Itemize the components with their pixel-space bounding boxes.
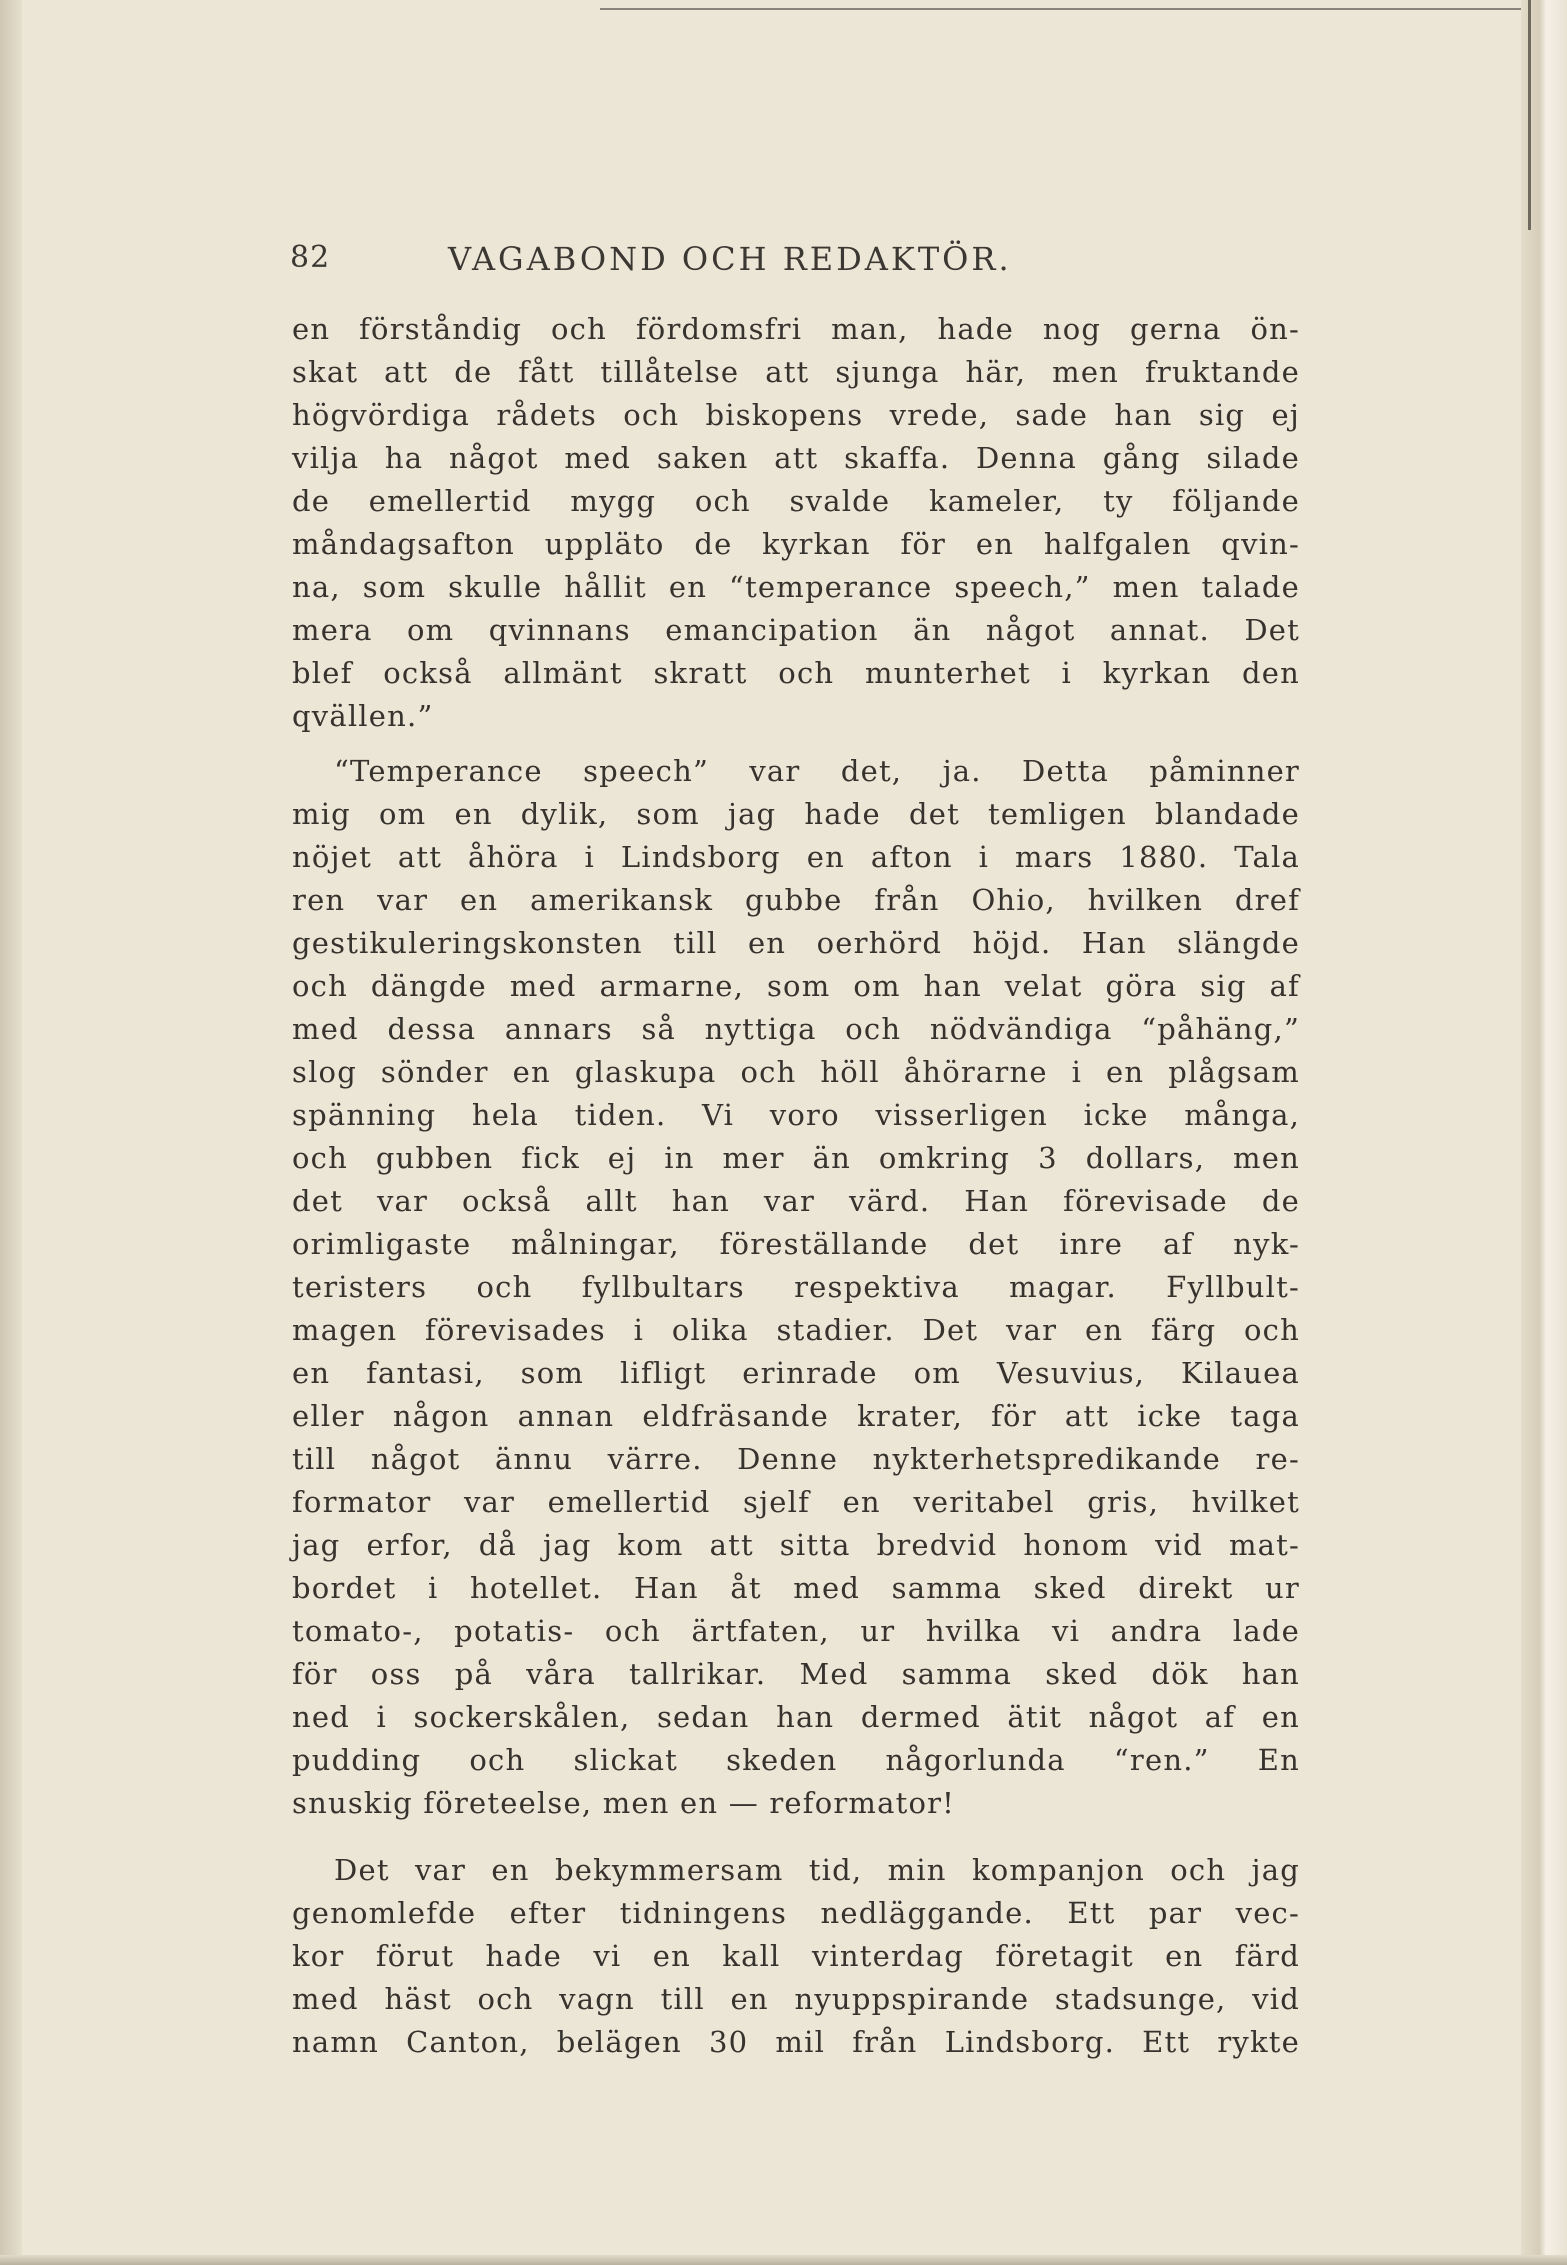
text-line: mig om en dylik, som jag hade det temligen blandade xyxy=(292,797,1300,831)
text-line: ned i sockerskålen, sedan han dermed ätit något af en xyxy=(292,1700,1300,1734)
page-bottom-edge xyxy=(0,2255,1567,2265)
text-line: teristers och fyllbultars respektiva magar. Fyllbult- xyxy=(292,1270,1300,1304)
paragraph xyxy=(292,1849,1300,2064)
text-line: en förståndig och fördomsfri man, hade nog gerna ön- xyxy=(292,312,1300,346)
text-line: gestikuleringskonsten till en oerhörd höjd. Han slängde xyxy=(292,926,1300,960)
text-line: qvällen.” xyxy=(292,699,434,733)
paragraph-gap xyxy=(292,1825,1300,1849)
text-line: magen förevisades i olika stadier. Det var en färg och xyxy=(292,1313,1300,1347)
text-line: det var också allt han var värd. Han förevisade de xyxy=(292,1184,1300,1218)
paragraph-gap xyxy=(292,738,1300,750)
text-line: jag erfor, då jag kom att sitta bredvid honom vid mat- xyxy=(292,1528,1300,1562)
text-line: slog sönder en glaskupa och höll åhörarne i en plågsam xyxy=(292,1055,1300,1089)
text-line: skat att de fått tillåtelse att sjunga här, men fruktande xyxy=(292,355,1300,389)
right-edge-rule xyxy=(1528,0,1531,230)
text-line: vilja ha något med saken att skaffa. Denna gång silade xyxy=(292,441,1300,475)
text-line: och gubben fick ej in mer än omkring 3 dollars, men xyxy=(292,1141,1300,1175)
text-line: med dessa annars så nyttiga och nödvändiga “påhäng,” xyxy=(292,1012,1300,1046)
text-line: nöjet att åhöra i Lindsborg en afton i mars 1880. Tala xyxy=(292,840,1300,874)
text-line: orimligaste målningar, föreställande det inre af nyk- xyxy=(292,1227,1300,1261)
text-line: kor förut hade vi en kall vinterdag företagit en färd xyxy=(292,1939,1300,1973)
page-gutter-shadow xyxy=(0,0,22,2265)
body-text xyxy=(292,308,1300,2064)
top-edge-rule xyxy=(600,8,1530,10)
text-line: blef också allmänt skratt och munterhet i kyrkan den xyxy=(292,656,1300,690)
text-line: högvördiga rådets och biskopens vrede, sade han sig ej xyxy=(292,398,1300,432)
text-line: till något ännu värre. Denne nykterhetspredikande re- xyxy=(292,1442,1300,1476)
text-line: de emellertid mygg och svalde kameler, ty följande xyxy=(292,484,1300,518)
text-line: formator var emellertid sjelf en veritabel gris, hvilket xyxy=(292,1485,1300,1519)
text-line: “Temperance speech” var det, ja. Detta påminner xyxy=(334,754,1300,788)
paragraph xyxy=(292,308,1300,738)
text-line: ren var en amerikansk gubbe från Ohio, hvilken dref xyxy=(292,883,1300,917)
text-line: mera om qvinnans emancipation än något annat. Det xyxy=(292,613,1300,647)
text-line: Det var en bekymmersam tid, min kompanjon och jag xyxy=(334,1853,1300,1887)
text-line: bordet i hotellet. Han åt med samma sked direkt ur xyxy=(292,1571,1300,1605)
running-title: VAGABOND OCH REDAKTÖR. xyxy=(448,240,1012,278)
text-line: en fantasi, som lifligt erinrade om Vesuvius, Kilauea xyxy=(292,1356,1300,1390)
text-line: genomlefde efter tidningens nedläggande. Ett par vec- xyxy=(292,1896,1300,1930)
text-line: pudding och slickat skeden någorlunda “ren.” En xyxy=(292,1743,1300,1777)
text-line: spänning hela tiden. Vi voro visserligen icke många, xyxy=(292,1098,1300,1132)
text-line: för oss på våra tallrikar. Med samma sked dök han xyxy=(292,1657,1300,1691)
text-line: snuskig företeelse, men en — reformator! xyxy=(292,1786,956,1820)
text-line: na, som skulle hållit en “temperance speech,” men talade xyxy=(292,570,1300,604)
page-number: 82 xyxy=(290,240,331,275)
page-header xyxy=(290,240,1305,280)
text-line: tomato-, potatis- och ärtfaten, ur hvilka vi andra lade xyxy=(292,1614,1300,1648)
page-right-edge xyxy=(1521,0,1567,2265)
text-line: måndagsafton uppläto de kyrkan för en halfgalen qvin- xyxy=(292,527,1300,561)
text-line: eller någon annan eldfräsande krater, för att icke taga xyxy=(292,1399,1300,1433)
paragraph xyxy=(292,750,1300,1825)
text-line: namn Canton, belägen 30 mil från Lindsborg. Ett rykte xyxy=(292,2025,1300,2059)
text-line: med häst och vagn till en nyuppspirande stadsunge, vid xyxy=(292,1982,1300,2016)
text-line: och dängde med armarne, som om han velat göra sig af xyxy=(292,969,1300,1003)
